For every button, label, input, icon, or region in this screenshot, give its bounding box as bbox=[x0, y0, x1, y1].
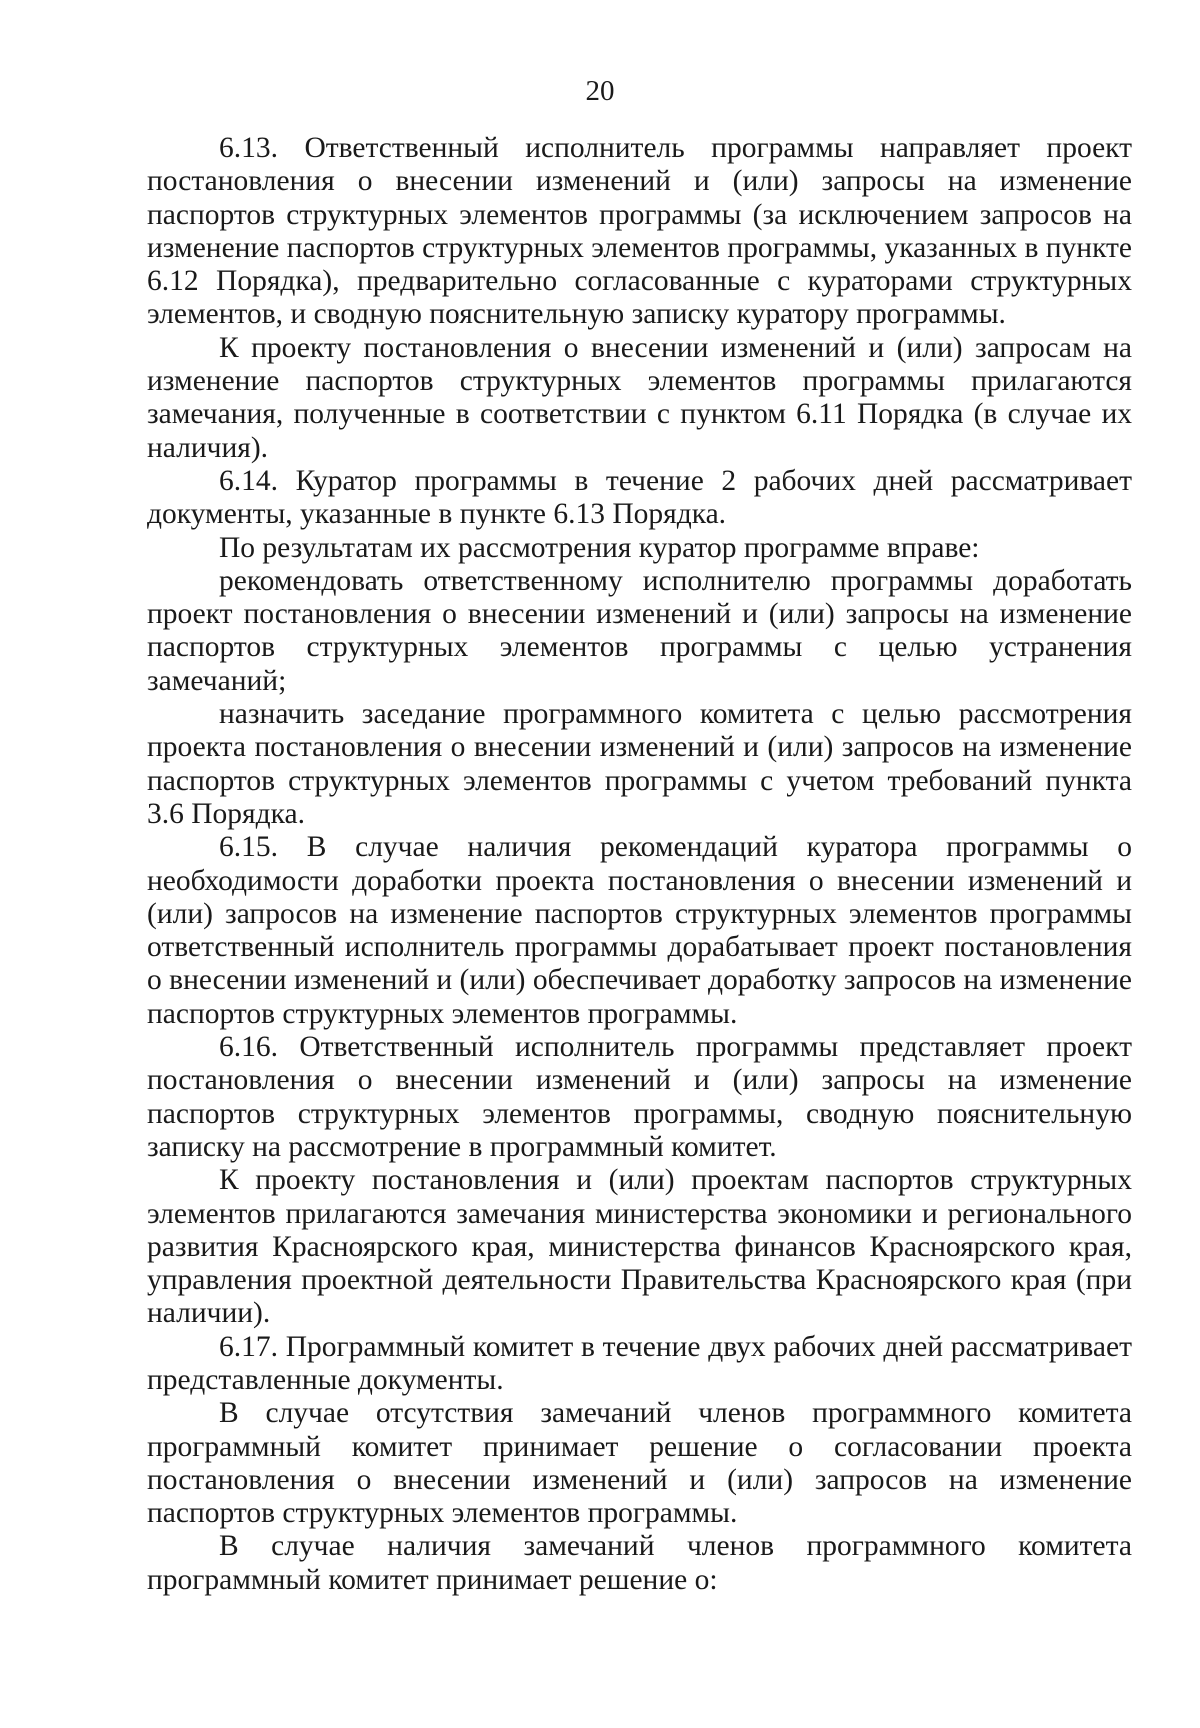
paragraph-6-15: 6.15. В случае наличия рекомендаций куратора программы о необходимости доработки проекта постановления о внесении изменений и (или) запросов на изменение паспортов структурных элементов программы ответственный исполнитель программы дорабатывает проект постановления о внесении изменений и (или) обеспечивает доработку запросов на изменение паспортов структурных элементов программы. bbox=[147, 831, 1132, 1030]
paragraph-6-17: 6.17. Программный комитет в течение двух рабочих дней рассматривает представленные документы. bbox=[147, 1330, 1132, 1396]
paragraph-6-16-attachments: К проекту постановления и (или) проектам паспортов структурных элементов прилагаются замечания министерства экономики и регионального развития Красноярского края, министерства финансов Красноярского края, управления проектной деятельности Правительства Красноярского края (при наличии). bbox=[147, 1164, 1132, 1330]
document-body bbox=[147, 132, 1132, 1597]
page-number: 20 bbox=[585, 75, 615, 107]
paragraph-6-17-no-remarks: В случае отсутствия замечаний членов программного комитета программный комитет принимает решение о согласовании проекта постановления о внесении изменений и (или) запросов на изменение паспортов структурных элементов программы. bbox=[147, 1397, 1132, 1530]
paragraph-6-13: 6.13. Ответственный исполнитель программы направляет проект постановления о внесении изменений и (или) запросы на изменение паспортов структурных элементов программы (за исключением запросов на изменение паспортов структурных элементов программы, указанных в пункте 6.12 Порядка), предварительно согласованные с кураторами структурных элементов, и сводную пояснительную записку куратору программы. bbox=[147, 132, 1133, 331]
paragraph-6-16: 6.16. Ответственный исполнитель программы представляет проект постановления о внесении изменений и (или) запросы на изменение паспортов структурных элементов программы, сводную пояснительную записку на рассмотрение в программный комитет. bbox=[147, 1031, 1132, 1163]
paragraph-6-14: 6.14. Куратор программы в течение 2 рабочих дней рассматривает документы, указанные в пункте 6.13 Порядка. bbox=[147, 464, 1132, 531]
paragraph-6-14-rights: По результатам их рассмотрения куратор программе вправе: bbox=[219, 531, 980, 564]
paragraph-6-13-attachments: К проекту постановления о внесении изменений и (или) запросам на изменение паспортов структурных элементов программы прилагаются замечания, полученные в соответствии с пунктом 6.11 Порядка (в случае их наличия). bbox=[147, 331, 1132, 464]
paragraph-6-14-meeting: назначить заседание программного комитета с целью рассмотрения проекта постановления о внесении изменений и (или) запросов на изменение паспортов структурных элементов программы с учетом требований пункта 3.6 Порядка. bbox=[147, 698, 1132, 830]
paragraph-6-14-recommend: рекомендовать ответственному исполнителю программы доработать проект постановления о внесении изменений и (или) запросы на изменение паспортов структурных элементов программы с целью устранения замечаний; bbox=[147, 564, 1132, 697]
paragraph-6-17-remarks: В случае наличия замечаний членов программного комитета программный комитет принимает решение о: bbox=[147, 1530, 1132, 1596]
